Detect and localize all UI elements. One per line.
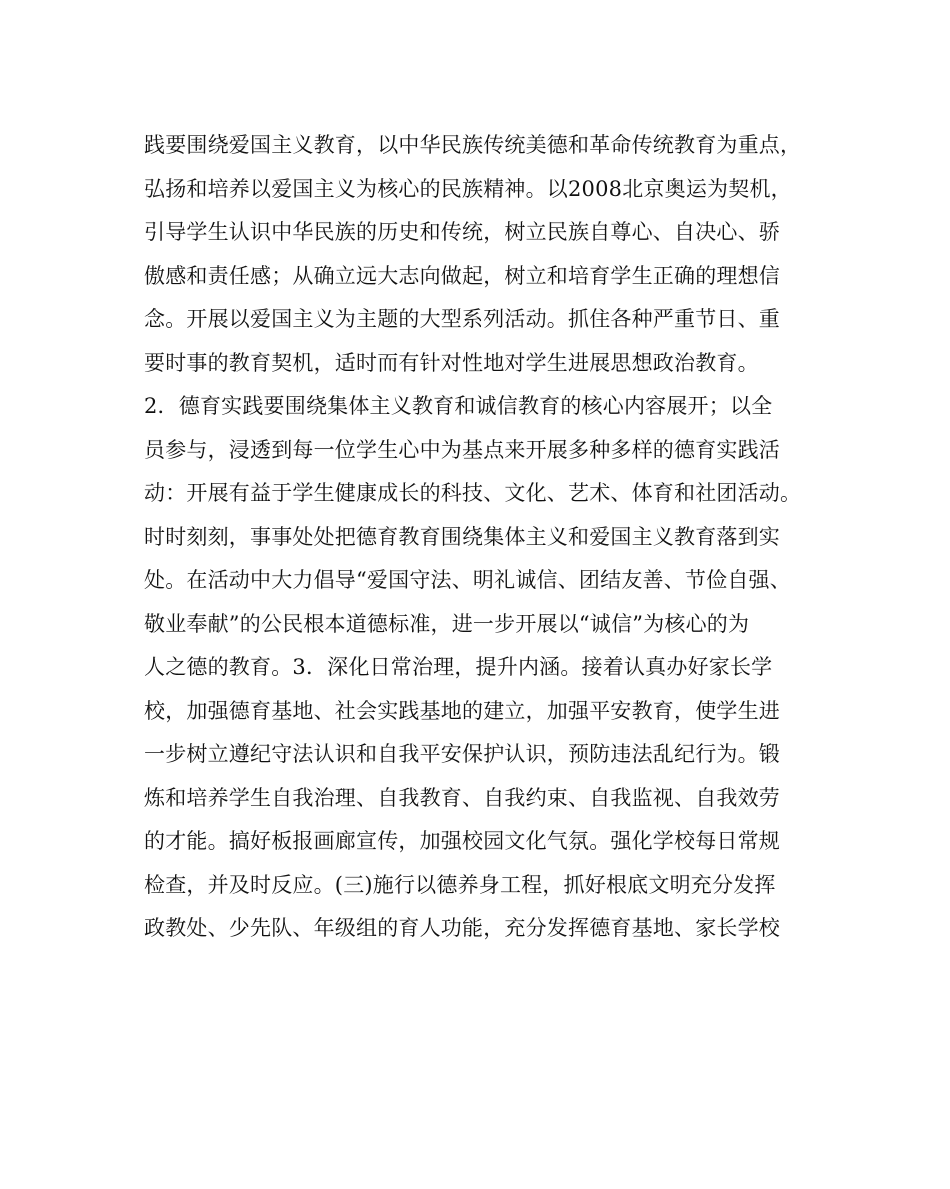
- text-line-5: 念。开展以爱国主义为主题的大型系列活动。抓住各种严重节日、重: [144, 307, 780, 331]
- text-line-11: 处。在活动中大力倡导“爱国守法、明礼诚信、团结友善、节俭自强、: [144, 568, 791, 592]
- text-line-12: 敬业奉献”的公民根本道德标准，进一步开展以“诚信”为核心的为: [144, 611, 750, 636]
- text-line-14: 校，加强德育基地、社会实践基地的建立，加强平安教育，使学生进: [144, 698, 780, 723]
- text-line-1: 践要围绕爱国主义教育，以中华民族传统美德和革命传统教育为重点，: [144, 133, 802, 157]
- text-line-15: 一步树立遵纪守法认识和自我平安保护认识，预防违法乱纪行为。锻: [144, 742, 780, 766]
- text-line-18: 检查，并及时反应。(三)施行以德养身工程，抓好根底文明充分发挥: [144, 872, 776, 897]
- text-line-6: 要时事的教育契机，适时而有针对性地对学生进展思想政治教育。: [144, 350, 759, 375]
- text-line-9: 动：开展有益于学生健康成长的科技、文化、艺术、体育和社团活动。: [144, 481, 802, 505]
- text-line-2: 弘扬和培养以爱国主义为核心的民族精神。以2008北京奥运为契机，: [144, 176, 792, 201]
- text-line-19: 政教处、少先队、年级组的育人功能，充分发挥德育基地、家长学校: [144, 916, 780, 940]
- text-line-13: 人之德的教育。3．深化日常治理，提升内涵。接着认真办好家长学: [144, 655, 773, 679]
- text-line-7: 2．德育实践要围绕集体主义教育和诚信教育的核心内容展开；以全: [144, 394, 773, 418]
- body-text: [144, 124, 824, 951]
- text-line-4: 傲感和责任感；从确立远大志向做起，树立和培育学生正确的理想信: [144, 263, 780, 288]
- text-line-10: 时时刻刻，事事处处把德育教育围绕集体主义和爱国主义教育落到实: [144, 524, 780, 549]
- text-line-3: 引导学生认识中华民族的历史和传统，树立民族自尊心、自决心、骄: [144, 220, 780, 244]
- text-line-16: 炼和培养学生自我治理、自我教育、自我约束、自我监视、自我效劳: [144, 785, 780, 810]
- text-line-8: 员参与，浸透到每一位学生心中为基点来开展多种多样的德育实践活: [144, 437, 780, 462]
- text-line-17: 的才能。搞好板报画廊宣传，加强校园文化气氛。强化学校每日常规: [144, 829, 780, 853]
